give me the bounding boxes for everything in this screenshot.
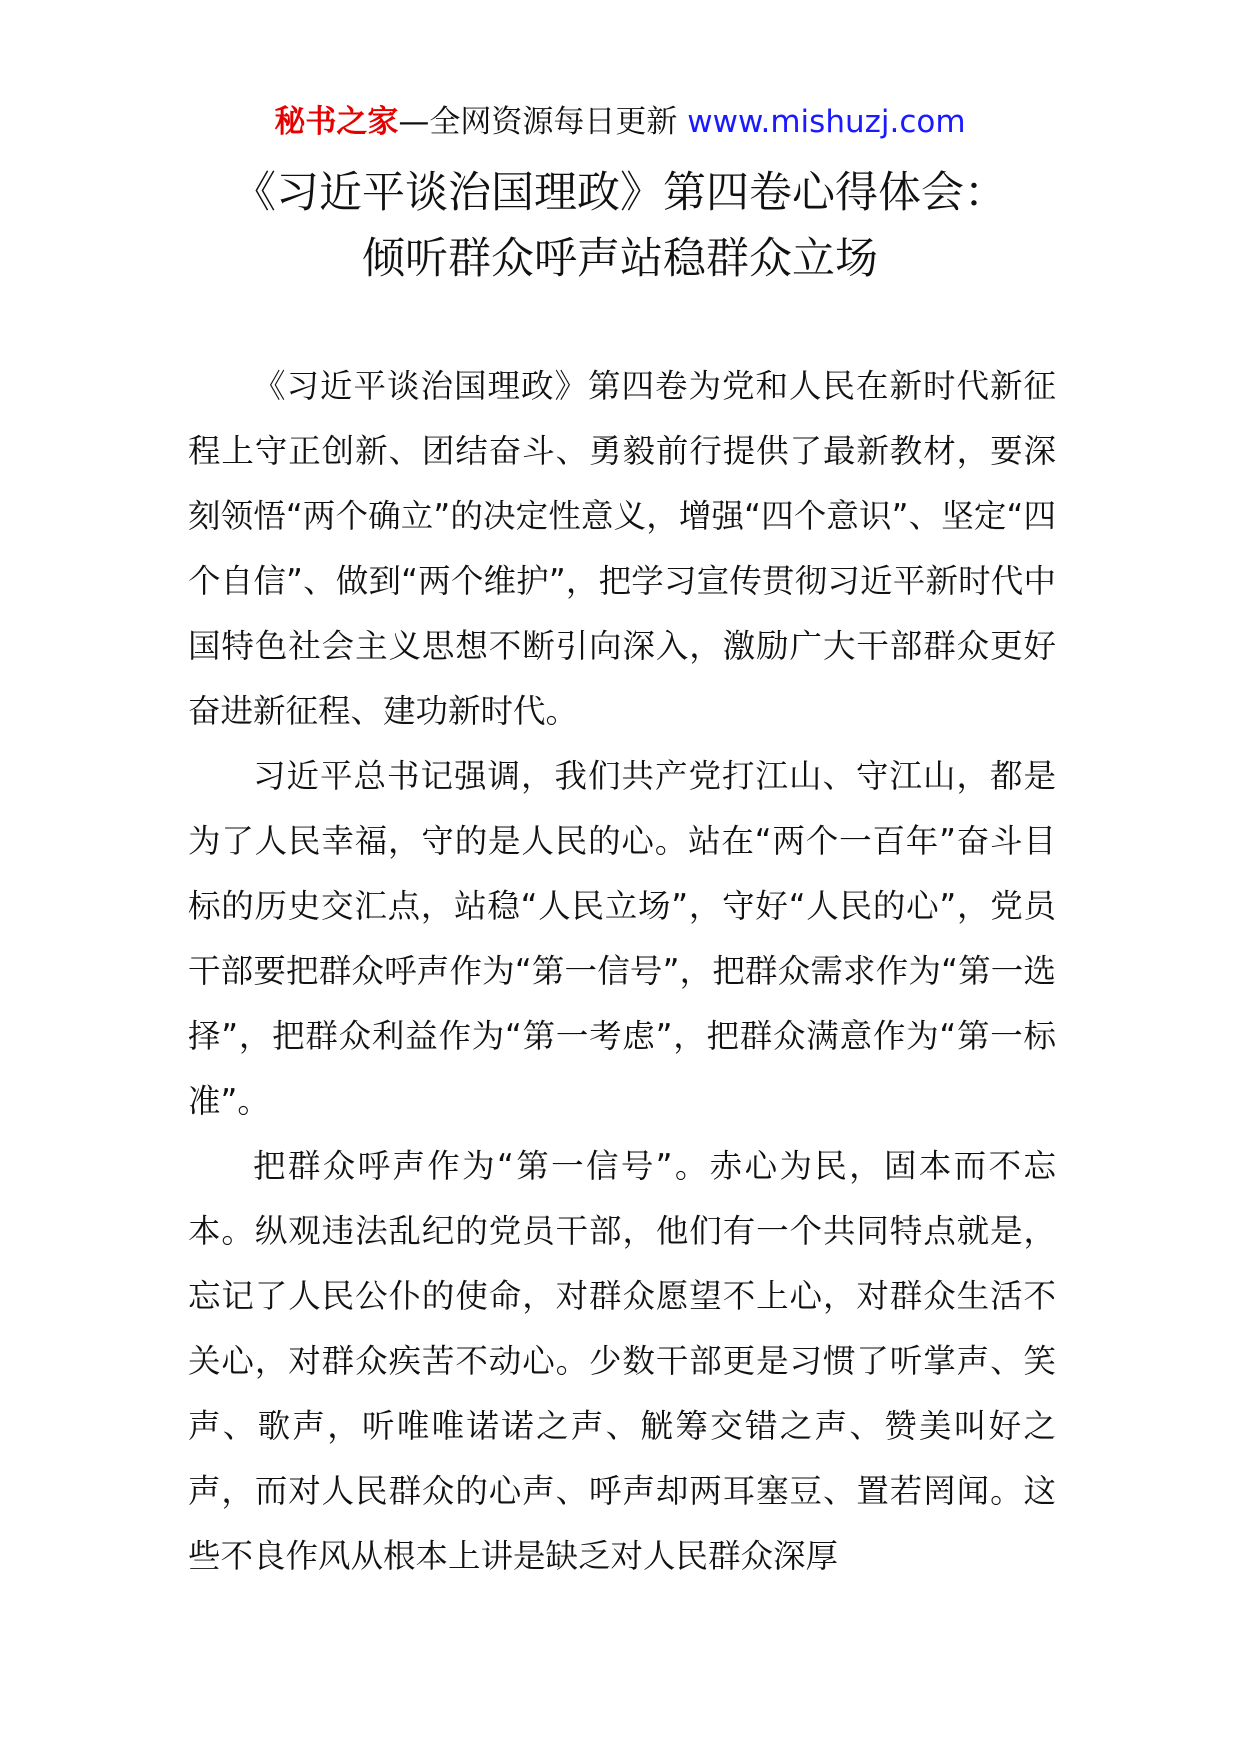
site-url[interactable]: www.mishuzj.com [687,104,966,140]
site-header [0,100,1240,144]
paragraph-3: 把群众呼声作为“第一信号”。赤心为民，固本而不忘本。纵观违法乱纪的党员干部，他们有一个共同特点就是，忘记了人民公仆的使命，对群众愿望不上心，对群众生活不关心，对群众疾苦不动心。少数干部更是习惯了听掌声、笑声、歌声，听唯唯诺诺之声、觥筹交错之声、赞美叫好之声，而对人民群众的心声、呼声却两耳塞豆、置若罔闻。这些不良作风从根本上讲是缺乏对人民群众深厚 [188,1147,1056,1575]
paragraph-1: 《习近平谈治国理政》第四卷为党和人民在新时代新征程上守正创新、团结奋斗、勇毅前行提供了最新教材，要深刻领悟“两个确立”的决定性意义，增强“四个意识”、坚定“四个自信”、做到“两个维护”，把学习宣传贯彻习近平新时代中国特色社会主义思想不断引向深入，激励广大干部群众更好奋进新征程、建功新时代。 [188,367,1056,730]
title-line-2: 倾听群众呼声站稳群众立场 [362,234,878,284]
brand-name: 秘书之家 [274,104,399,140]
title-line-1: 《习近平谈治国理政》第四卷心得体会： [233,168,1007,218]
document-body [188,354,1056,1589]
document-title [0,160,1240,292]
paragraph-2: 习近平总书记强调，我们共产党打江山、守江山，都是为了人民幸福，守的是人民的心。站在“两个一百年”奋斗目标的历史交汇点，站稳“人民立场”，守好“人民的心”，党员干部要把群众呼声作为“第一信号”，把群众需求作为“第一选择”，把群众利益作为“第一考虑”，把群众满意作为“第一标准”。 [188,757,1056,1120]
header-tagline: —全网资源每日更新 [398,104,688,140]
